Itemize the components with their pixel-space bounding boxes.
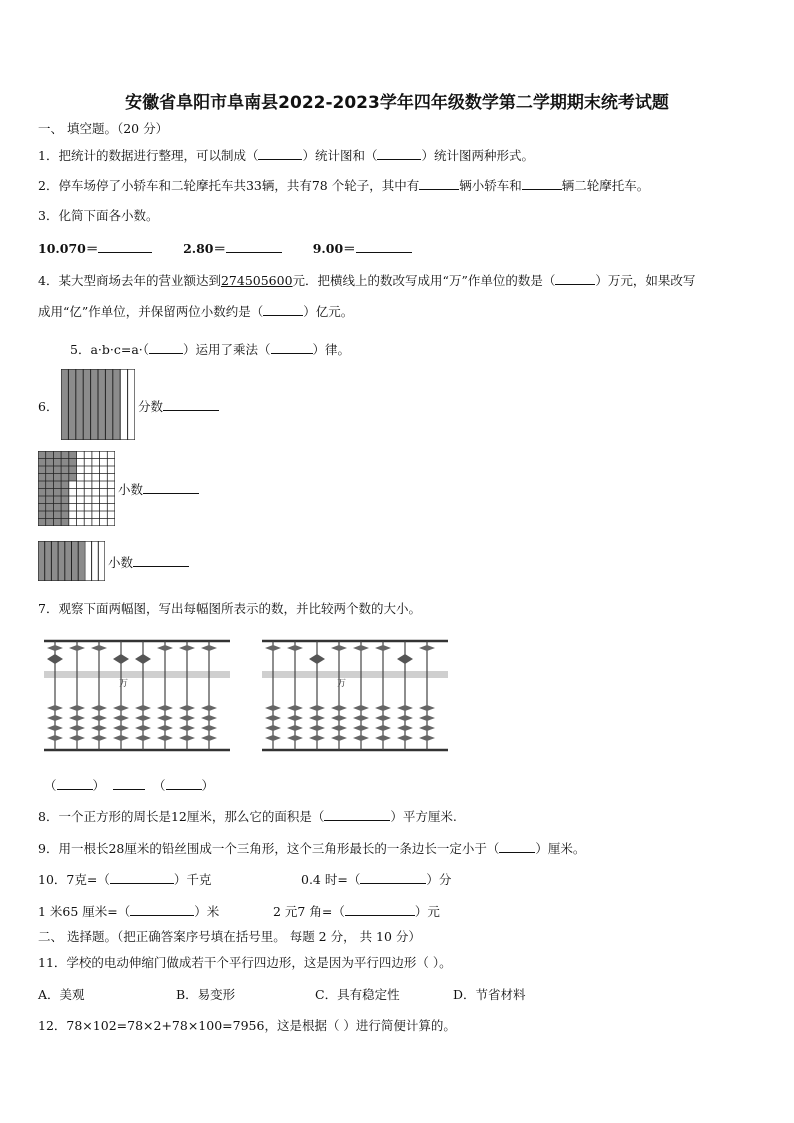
abacus-bead bbox=[353, 725, 369, 731]
fraction-strip-figure bbox=[61, 369, 135, 440]
abacus-bead bbox=[113, 715, 129, 721]
abacus-bead bbox=[331, 725, 347, 731]
abacus-bead bbox=[201, 725, 217, 731]
abacus-bead bbox=[135, 725, 151, 731]
abacus-bead bbox=[287, 705, 303, 711]
answer-blank[interactable] bbox=[377, 147, 421, 160]
answer-blank[interactable] bbox=[324, 808, 390, 821]
question-4-line2: 成用“亿”作单位，并保留两位小数约是（ ）亿元。 bbox=[38, 304, 354, 319]
section-heading-choice: 二、 选择题。（把正确答案序号填在括号里。 每题 2 分， 共 10 分） bbox=[38, 929, 421, 944]
abacus-label-wan: 万 bbox=[119, 679, 129, 689]
abacus-bead bbox=[157, 735, 173, 741]
abacus-bead bbox=[397, 705, 413, 711]
abacus-right bbox=[262, 638, 448, 753]
question-3-items: 10.070＝ 2.80＝ 9.00＝ bbox=[38, 240, 412, 257]
abacus-bead bbox=[69, 715, 85, 721]
abacus-bead bbox=[113, 725, 129, 731]
question-8: 8．一个正方形的周长是12厘米，那么它的面积是（ ）平方厘米. bbox=[38, 809, 457, 824]
question-3-prompt: 3．化简下面各小数。 bbox=[38, 208, 159, 223]
abacus-bead bbox=[91, 725, 107, 731]
choice-b[interactable]: B．易变形 bbox=[176, 987, 236, 1002]
abacus-bead bbox=[353, 715, 369, 721]
abacus-bead bbox=[157, 725, 173, 731]
answer-blank[interactable] bbox=[522, 177, 562, 190]
question-7-prompt: 7．观察下面两幅图，写出每幅图所表示的数，并比较两个数的大小。 bbox=[38, 601, 421, 616]
question-4-line1: 4．某大型商场去年的营业额达到274505600元．把横线上的数改写成用“万”作单位的数是（ ）万元，如果改写 bbox=[38, 273, 696, 288]
question-5: 5．a·b·c=a·（ ）运用了乘法（ ）律。 bbox=[70, 342, 351, 357]
abacus-bead bbox=[375, 725, 391, 731]
page-title: 安徽省阜阳市阜南县2022-2023学年四年级数学第二学期期末统考试题 bbox=[125, 93, 669, 113]
answer-blank[interactable] bbox=[133, 554, 189, 567]
abacus-bead bbox=[265, 725, 281, 731]
abacus-bead bbox=[157, 715, 173, 721]
question-9: 9．用一根长28厘米的铅丝围成一个三角形，这个三角形最长的一条边长一定小于（ ）厘米。 bbox=[38, 841, 586, 856]
answer-blank[interactable] bbox=[271, 341, 313, 354]
abacus-bead bbox=[113, 705, 129, 711]
abacus-bead bbox=[287, 725, 303, 731]
abacus-bead bbox=[179, 715, 195, 721]
abacus-bead bbox=[287, 715, 303, 721]
question-12-prompt: 12．78×102=78×2+78×100=7956，这是根据（ ）进行简便计算的。 bbox=[38, 1018, 456, 1033]
abacus-bead bbox=[375, 735, 391, 741]
abacus-bead bbox=[331, 735, 347, 741]
answer-blank[interactable] bbox=[345, 903, 415, 916]
question-10-line2: 1 米65 厘米=（ ）米 bbox=[38, 904, 220, 919]
underlined-number: 274505600 bbox=[220, 273, 293, 288]
answer-blank[interactable] bbox=[555, 272, 595, 285]
abacus-bead bbox=[201, 715, 217, 721]
compare-blank[interactable] bbox=[113, 777, 145, 790]
answer-blank[interactable] bbox=[163, 398, 219, 411]
question-6-number: 6． bbox=[38, 399, 59, 414]
answer-blank[interactable] bbox=[360, 871, 426, 884]
answer-blank[interactable] bbox=[149, 341, 183, 354]
abacus-bead bbox=[397, 715, 413, 721]
question-10-line1: 10．7克=（ ）千克 bbox=[38, 872, 212, 887]
abacus-bead bbox=[331, 715, 347, 721]
answer-blank[interactable] bbox=[130, 903, 194, 916]
abacus-bead bbox=[397, 725, 413, 731]
question-1: 1．把统计的数据进行整理，可以制成（ ）统计图和（ ）统计图两种形式。 bbox=[38, 148, 534, 163]
abacus-bead bbox=[91, 735, 107, 741]
abacus-bead bbox=[69, 705, 85, 711]
abacus-bead bbox=[419, 715, 435, 721]
tenths-strip-figure bbox=[38, 541, 105, 581]
hundred-grid-figure bbox=[38, 451, 115, 526]
abacus-bead bbox=[69, 735, 85, 741]
abacus-bead bbox=[265, 715, 281, 721]
abacus-label-wan-2: 万 bbox=[337, 679, 347, 689]
question-6-fraction-answer: 分数 bbox=[138, 398, 219, 415]
answer-blank[interactable] bbox=[226, 240, 282, 253]
answer-blank[interactable] bbox=[110, 871, 174, 884]
answer-blank[interactable] bbox=[98, 240, 152, 253]
abacus-bead bbox=[47, 735, 63, 741]
abacus-bead bbox=[91, 705, 107, 711]
abacus-bead bbox=[179, 735, 195, 741]
abacus-bead bbox=[375, 715, 391, 721]
question-10-line1b: 0.4 时=（ ）分 bbox=[301, 872, 452, 887]
abacus-bead bbox=[375, 705, 391, 711]
answer-blank[interactable] bbox=[499, 840, 535, 853]
abacus-bead bbox=[47, 725, 63, 731]
abacus-bead bbox=[309, 725, 325, 731]
abacus-bead bbox=[419, 735, 435, 741]
abacus-bead bbox=[353, 705, 369, 711]
answer-blank[interactable] bbox=[263, 303, 303, 316]
choice-c[interactable]: C．具有稳定性 bbox=[315, 987, 400, 1002]
question-7-answers: （ ） （ ） bbox=[44, 778, 215, 793]
abacus-bead bbox=[179, 725, 195, 731]
section-heading-fill-blank: 一、 填空题。（20 分） bbox=[38, 121, 169, 136]
abacus-bead bbox=[287, 735, 303, 741]
abacus-bead bbox=[113, 735, 129, 741]
abacus-bead bbox=[47, 705, 63, 711]
abacus-left bbox=[44, 638, 230, 753]
answer-blank[interactable] bbox=[356, 240, 412, 253]
abacus-bead bbox=[47, 715, 63, 721]
abacus-bead bbox=[157, 705, 173, 711]
answer-blank[interactable] bbox=[258, 147, 302, 160]
abacus-bead bbox=[265, 705, 281, 711]
answer-blank[interactable] bbox=[143, 481, 199, 494]
question-6-decimal-answer-2: 小数 bbox=[108, 554, 189, 571]
abacus-bead bbox=[135, 735, 151, 741]
question-10-line2b: 2 元7 角=（ ）元 bbox=[273, 904, 440, 919]
abacus-bead bbox=[69, 725, 85, 731]
question-6-decimal-answer-1: 小数 bbox=[118, 481, 199, 498]
question-2: 2．停车场停了小轿车和二轮摩托车共33辆，共有78 个轮子，其中有 辆小轿车和 辆二轮摩托车。 bbox=[38, 178, 650, 193]
answer-blank[interactable] bbox=[166, 777, 202, 790]
choice-d[interactable]: D．节省材料 bbox=[453, 987, 526, 1002]
abacus-bead bbox=[135, 715, 151, 721]
answer-blank[interactable] bbox=[419, 177, 459, 190]
question-11-prompt: 11．学校的电动伸缩门做成若干个平行四边形，这是因为平行四边形（ ）。 bbox=[38, 955, 452, 970]
abacus-bead bbox=[309, 705, 325, 711]
abacus-bead bbox=[309, 715, 325, 721]
abacus-bead bbox=[135, 705, 151, 711]
abacus-bead bbox=[397, 735, 413, 741]
abacus-bead bbox=[419, 725, 435, 731]
abacus-bead bbox=[91, 715, 107, 721]
abacus-bead bbox=[331, 705, 347, 711]
abacus-bead bbox=[201, 735, 217, 741]
answer-blank[interactable] bbox=[57, 777, 93, 790]
abacus-bead bbox=[353, 735, 369, 741]
choice-a[interactable]: A．美观 bbox=[38, 987, 85, 1002]
abacus-bead bbox=[265, 735, 281, 741]
abacus-bead bbox=[419, 705, 435, 711]
abacus-bead bbox=[201, 705, 217, 711]
abacus-bead bbox=[309, 735, 325, 741]
abacus-bead bbox=[179, 705, 195, 711]
